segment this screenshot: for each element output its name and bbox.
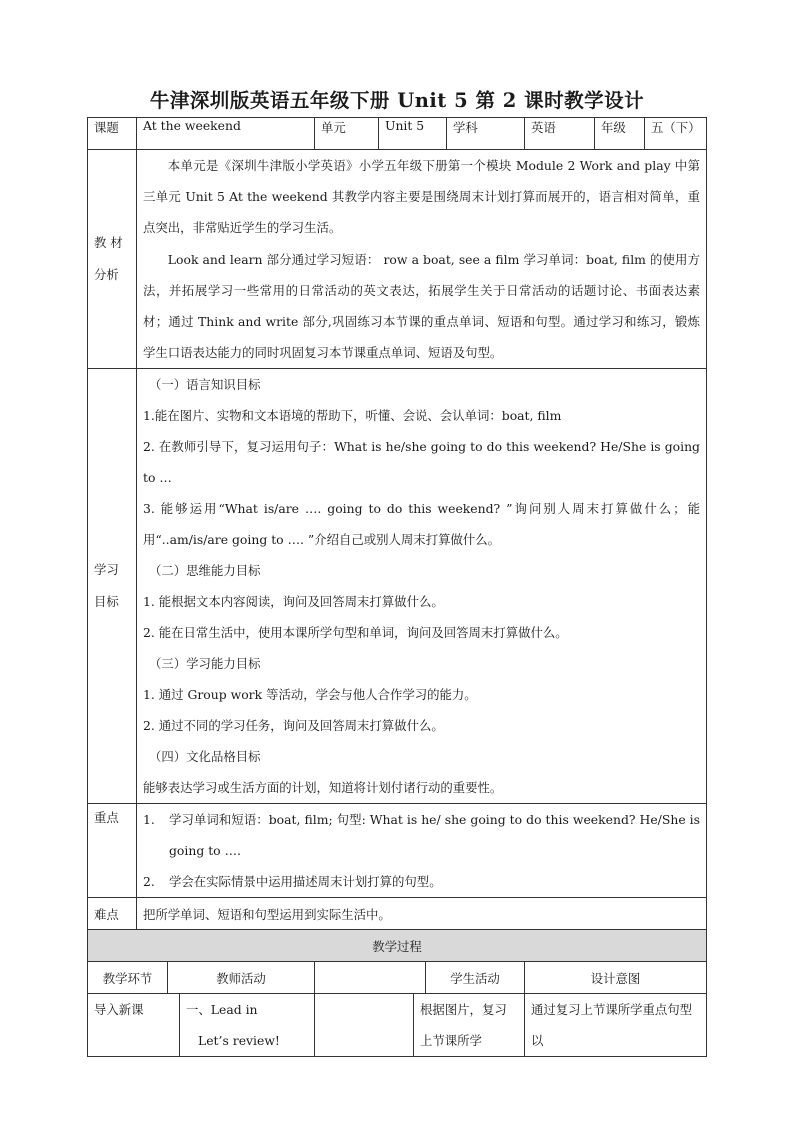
goals-content xyxy=(137,369,707,804)
goal-line: 2. 能在日常生活中，使用本课所学句型和单词，询问及回答周末打算做什么。 xyxy=(143,625,568,641)
analysis-paragraph-1: 本单元是《深圳牛津版小学英语》小学五年级下册第一个模块 Module 2 Work and play 中第三单元 Unit 5 At the weekend 其教学内容主要是围绕周末计划打算而展开的，语言相对简单，重点突出，非常贴近学生的学习生活。 xyxy=(143,158,700,236)
goal-heading-2: （二）思维能力目标 xyxy=(149,563,261,579)
unit-label: 单元 xyxy=(315,118,379,150)
process-stage: 导入新课 xyxy=(88,994,180,1056)
grade-label: 年级 xyxy=(595,118,645,150)
column-intent-wrap xyxy=(525,962,707,994)
analysis-paragraph-2: Look and learn 部分通过学习短语： row a boat, see a film 学习单词：boat, film 的使用方法，并拓展学习一些常用的日常活动的英文表达，拓展学生关于日常活动的话题讨论、书面表达素材；通过 Think and write 部分,巩固练习本节课的重点单词、短语和句型。通过学习和练习，锻炼学生口语表达能力的同时巩固复习本节课重点单词、短语及句型。 xyxy=(143,251,700,361)
column-student: 学生活动 xyxy=(425,962,524,993)
column-teacher: 教师活动 xyxy=(216,970,266,986)
column-intent: 设计意图 xyxy=(590,970,641,986)
process-heading: 教学过程 xyxy=(88,930,707,962)
goal-line: 1. 通过 Group work 等活动，学会与他人合作学习的能力。 xyxy=(143,687,477,703)
key-points-row xyxy=(88,804,707,898)
analysis-content xyxy=(137,150,707,369)
unit-value: Unit 5 xyxy=(379,118,447,150)
process-row-left xyxy=(88,994,315,1057)
difficulty-content: 把所学单词、短语和句型运用到实际生活中。 xyxy=(137,898,707,930)
goal-line: 能够表达学习或生活方面的计划，知道将计划付诸行动的重要性。 xyxy=(143,780,503,796)
column-teacher-cont xyxy=(315,962,525,994)
key-points-content xyxy=(137,804,707,898)
goal-heading-1: （一）语言知识目标 xyxy=(149,377,261,393)
analysis-label: 教 材 分析 xyxy=(88,150,137,369)
goal-line: 3. 能够运用“What is/are …. going to do this weekend? ”询问别人周末打算做什么；能用“..am/is/are going to …. ”介绍自己或别人周末打算做什么。 xyxy=(143,501,700,548)
goal-line: 2. 在教师引导下，复习运用句子：What is he/she going to do this weekend? He/She is going to … xyxy=(143,439,700,486)
key-point-item: 1. 学习单词和短语：boat, film; 句型: What is he/ she going to do this weekend? He/She is going to …. xyxy=(143,812,700,859)
process-columns-row xyxy=(88,962,707,994)
document-title: 牛津深圳版英语五年级下册 Unit 5 第 2 课时教学设计 xyxy=(149,89,645,112)
header-row xyxy=(88,118,707,150)
goal-line: 2. 通过不同的学习任务，询问及回答周末打算做什么。 xyxy=(143,718,444,734)
process-row xyxy=(88,994,707,1057)
process-row-middle xyxy=(315,994,525,1057)
topic-label: 课题 xyxy=(88,118,137,150)
goals-row xyxy=(88,369,707,804)
process-teacher: 一、Lead in Let’s review! xyxy=(186,1002,280,1049)
key-points-label: 重点 xyxy=(88,804,137,898)
difficulty-label: 难点 xyxy=(88,898,137,930)
goal-line: 1. 能根据文本内容阅读，询问及回答周末打算做什么。 xyxy=(143,594,444,610)
subject-value: 英语 xyxy=(525,118,595,150)
key-point-item: 2. 学会在实际情景中运用描述周末计划打算的句型。 xyxy=(143,874,442,890)
grade-value: 五（下） xyxy=(645,118,707,150)
goal-heading-3: （三）学习能力目标 xyxy=(149,656,261,672)
difficulty-row xyxy=(88,898,707,930)
process-intent: 通过复习上节课所学重点句型以 xyxy=(525,994,707,1057)
lesson-plan-table xyxy=(87,117,707,1057)
analysis-row xyxy=(88,150,707,369)
process-student: 根据图片，复习上节课所学 xyxy=(413,994,524,1056)
goal-heading-4: （四）文化品格目标 xyxy=(149,749,261,765)
goals-label: 学习 目标 xyxy=(88,369,137,804)
process-heading-row xyxy=(88,930,707,962)
goal-line: 1.能在图片、实物和文本语境的帮助下，听懂、会说、会认单词：boat, film xyxy=(143,408,562,424)
topic-value: At the weekend xyxy=(137,118,315,150)
column-stage: 教学环节 教师活动 xyxy=(88,962,315,994)
subject-label: 学科 xyxy=(447,118,525,150)
